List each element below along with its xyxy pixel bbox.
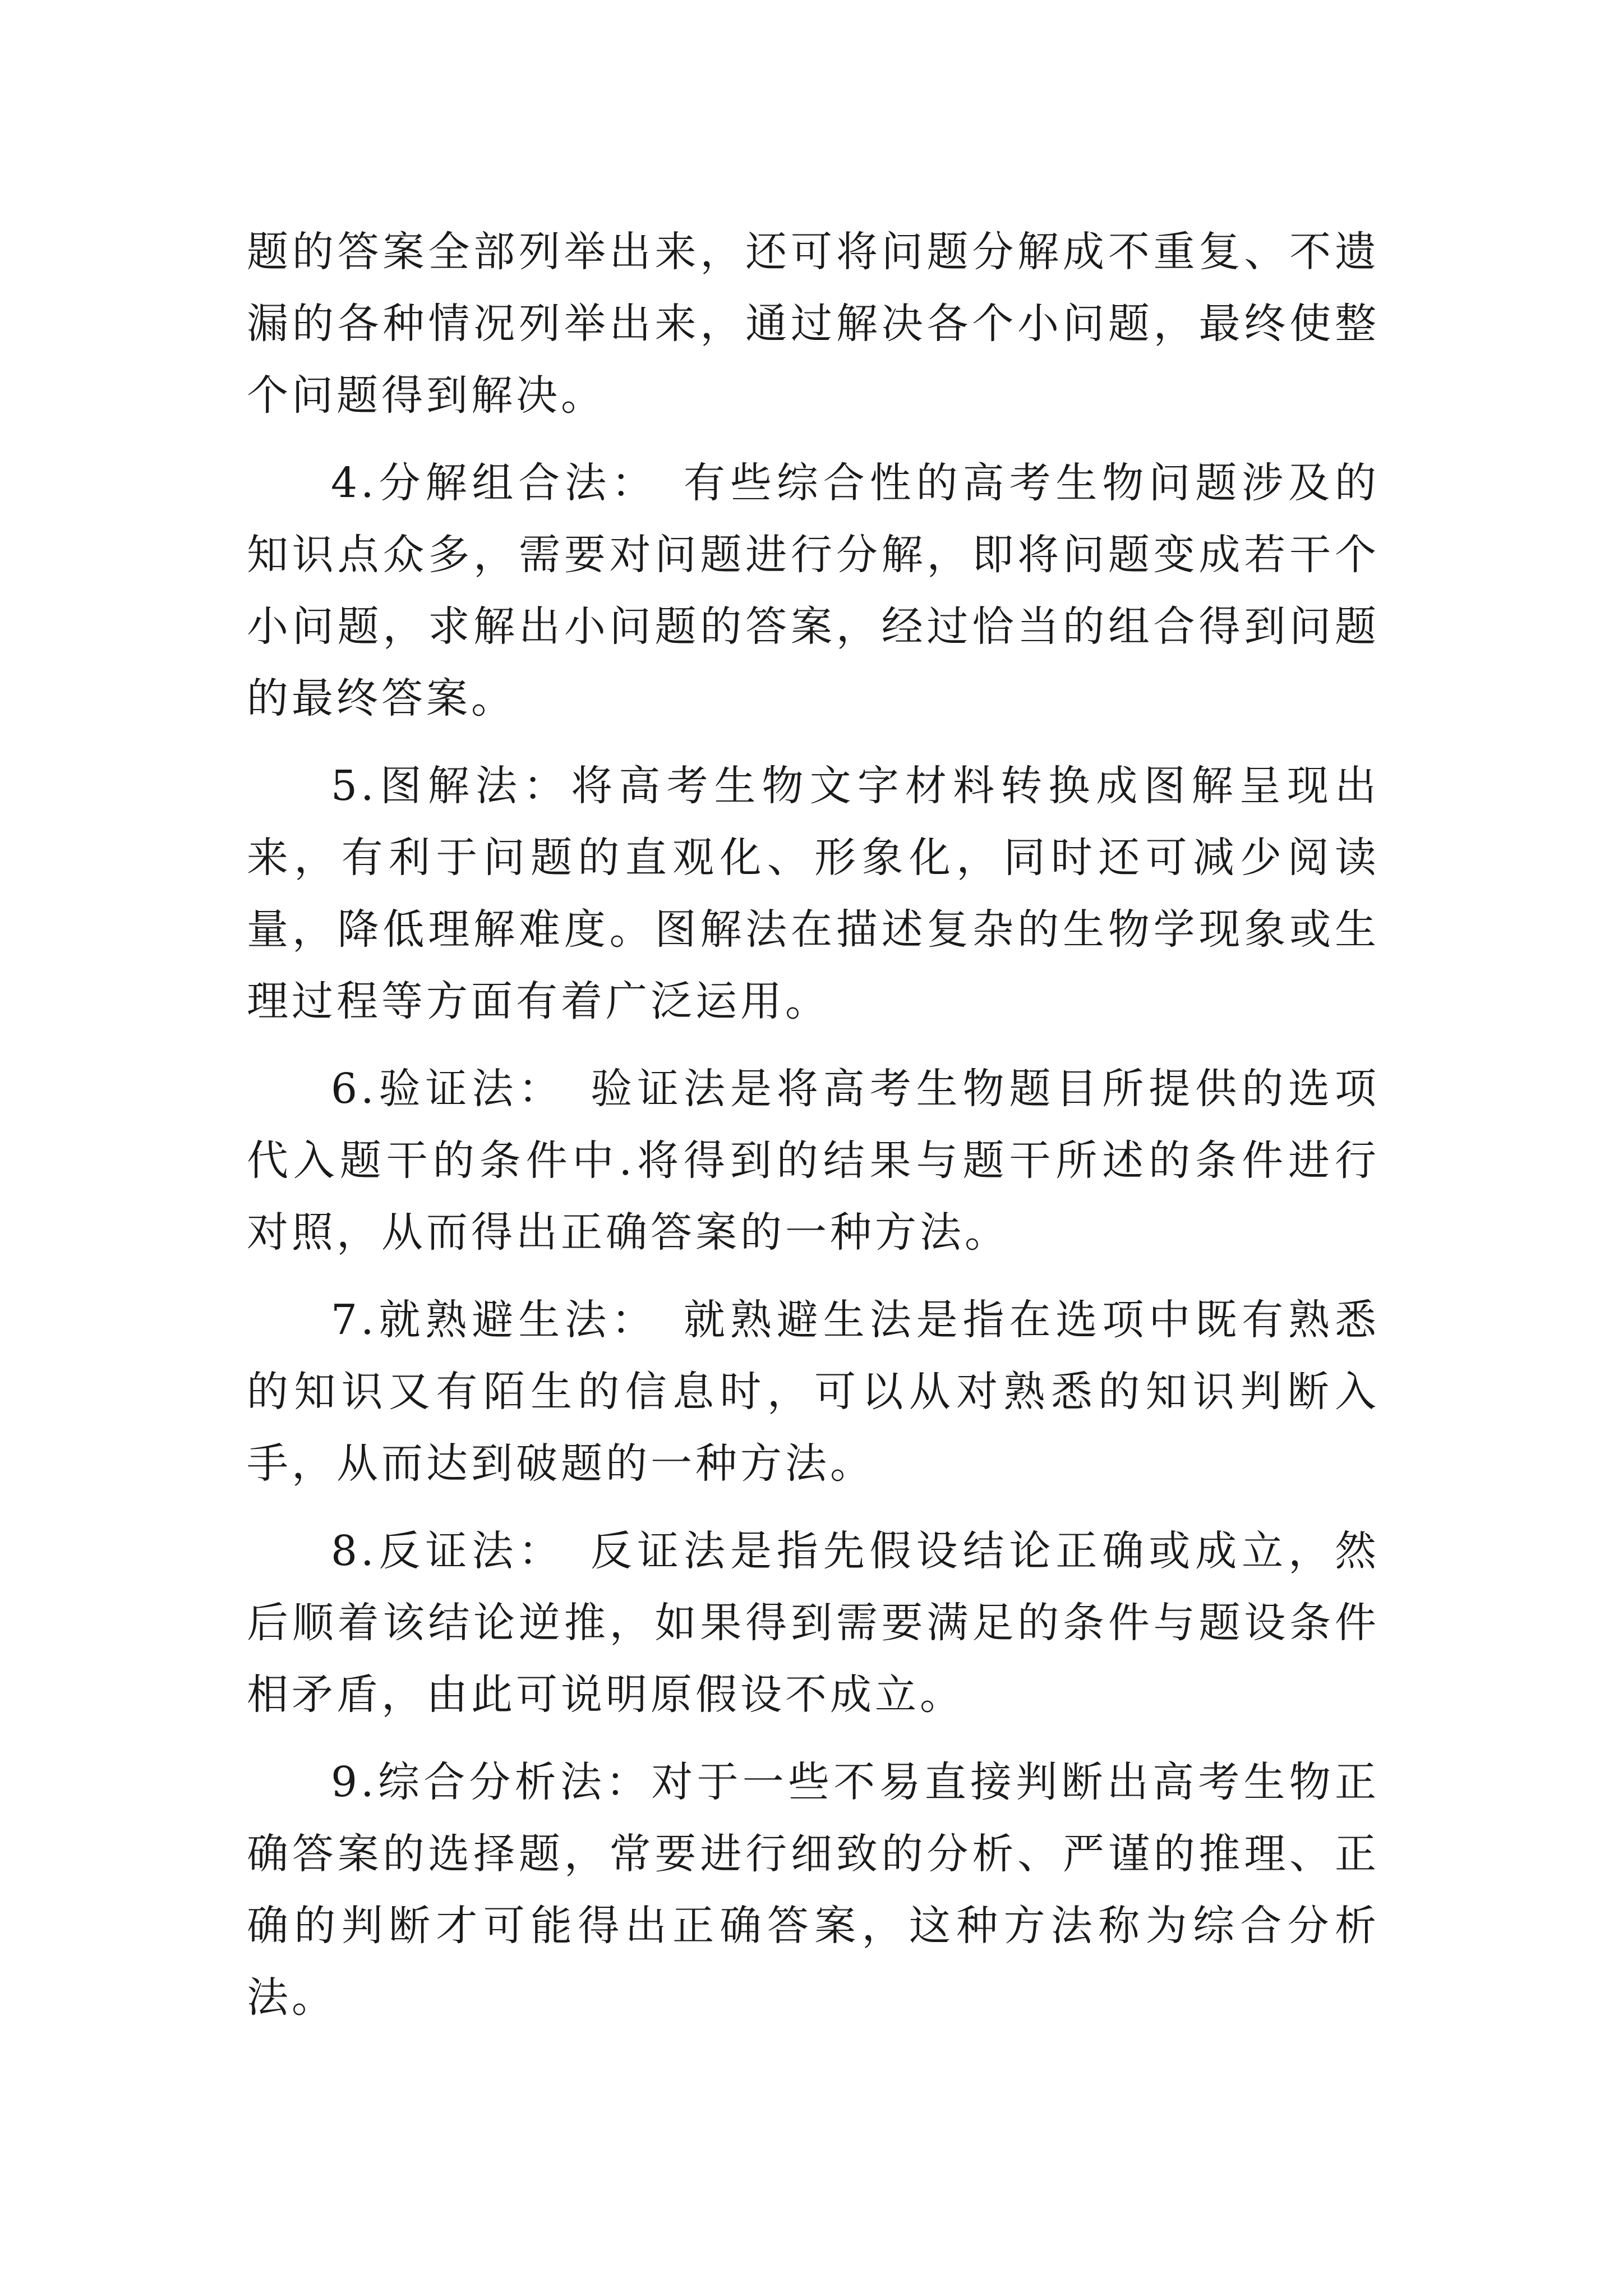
paragraph-continued: 题的答案全部列举出来，还可将问题分解成不重复、不遗漏的各种情况列举出来，通过解决各个小问题，最终使整个问题得到解决。	[247, 228, 1380, 420]
paragraph-method-5-diagram: 5.图解法：将高考生物文字材料转换成图解呈现出来，有利于问题的直观化、形象化，同时还可减少阅读量，降低理解难度。图解法在描述复杂的生物学现象或生理过程等方面有着广泛运用。	[247, 762, 1380, 1025]
paragraph-method-9-comprehensive-analysis: 9.综合分析法：对于一些不易直接判断出高考生物正确答案的选择题，常要进行细致的分析、严谨的推理、正确的判断才可能得出正确答案，这种方法称为综合分析法。	[247, 1758, 1380, 2022]
paragraph-method-4-decompose-combine: 4.分解组合法： 有些综合性的高考生物问题涉及的知识点众多，需要对问题进行分解，即将问题变成若干个小问题，求解出小问题的答案，经过恰当的组合得到问题的最终答案。	[247, 459, 1380, 723]
document-body	[247, 216, 1380, 2049]
paragraph-method-6-verification: 6.验证法： 验证法是将高考生物题目所提供的选项代入题干的条件中.将得到的结果与题干所述的条件进行对照，从而得出正确答案的一种方法。	[247, 1065, 1380, 1257]
paragraph-method-7-familiar-first: 7.就熟避生法： 就熟避生法是指在选项中既有熟悉的知识又有陌生的信息时，可以从对熟悉的知识判断入手，从而达到破题的一种方法。	[247, 1296, 1380, 1488]
paragraph-method-8-proof-by-contradiction: 8.反证法： 反证法是指先假设结论正确或成立，然后顺着该结论逆推，如果得到需要满足的条件与题设条件相矛盾，由此可说明原假设不成立。	[247, 1527, 1380, 1719]
